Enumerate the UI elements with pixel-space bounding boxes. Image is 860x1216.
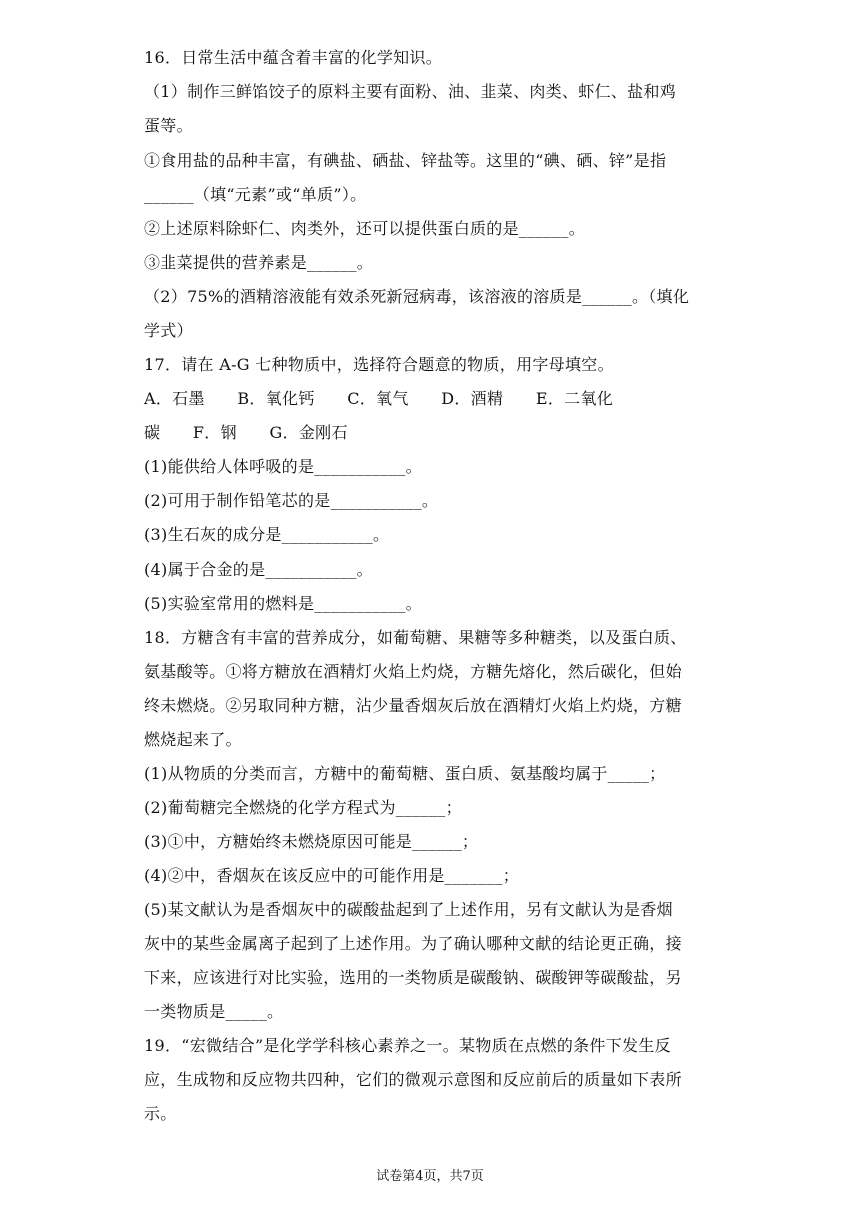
text-line: 蛋等。 [144,116,193,135]
text-line: (5)实验室常用的燃料是___________。 [144,594,422,613]
text-line: (2)葡萄糖完全燃烧的化学方程式为______； [144,798,462,817]
text-line: (3)①中，方糖始终未燃烧原因可能是______； [144,832,479,851]
text-line: (4)属于合金的是___________。 [144,560,373,579]
text-line: 燃烧起来了。 [144,730,242,749]
text-line: ②上述原料除虾仁、肉类外，还可以提供蛋白质的是______。 [144,219,586,238]
text-line: (4)②中，香烟灰在该反应中的可能作用是_______； [144,866,520,885]
text-line: (5)某文献认为是香烟灰中的碳酸盐起到了上述作用，另有文献认为是香烟 [144,900,673,919]
options-line: 碳 F．钢 G．金刚石 [144,423,348,442]
text-line: ③韭菜提供的营养素是______。 [144,253,374,272]
text-line: 氨基酸等。①将方糖放在酒精灯火焰上灼烧，方糖先熔化，然后碳化，但始 [144,662,682,681]
text-line: 终未燃烧。②另取同种方糖，沾少量香烟灰后放在酒精灯火焰上灼烧，方糖 [144,696,682,715]
question-17-title: 17．请在 A-G 七种物质中，选择符合题意的物质，用字母填空。 [144,355,614,374]
text-line: ①食用盐的品种丰富，有碘盐、硒盐、锌盐等。这里的“碘、硒、锌”是指 [144,151,667,170]
question-16-title: 16．日常生活中蕴含着丰富的化学知识。 [144,48,443,67]
text-line: 下来，应该进行对比实验，选用的一类物质是碳酸钠、碳酸钾等碳酸盐，另 [144,968,682,987]
text-line: 学式） [144,321,193,340]
text-line: ______（填“元素”或“单质”）。 [144,185,367,204]
text-line: （2）75%的酒精溶液能有效杀死新冠病毒，该溶液的溶质是______。（填化 [144,287,690,306]
text-line: 示。 [144,1104,177,1123]
text-line: 应，生成物和反应物共四种，它们的微观示意图和反应前后的质量如下表所 [144,1070,682,1089]
question-18-title: 18．方糖含有丰富的营养成分，如葡萄糖、果糖等多种糖类，以及蛋白质、 [144,628,687,647]
text-line: (1)能供给人体呼吸的是___________。 [144,457,422,476]
text-line: (3)生石灰的成分是___________。 [144,525,390,544]
page-footer: 试卷第4页，共7页 [376,1169,484,1184]
text-line: (1)从物质的分类而言，方糖中的葡萄糖、蛋白质、氨基酸均属于_____； [144,764,666,783]
text-line: (2)可用于制作铅笔芯的是___________。 [144,491,439,510]
text-line: 一类物质是_____。 [144,1002,284,1021]
text-line: （1）制作三鲜馅饺子的原料主要有面粉、油、韭菜、肉类、虾仁、盐和鸡 [144,82,677,101]
options-line: A．石墨 B．氧化钙 C．氧气 D．酒精 E．二氧化 [144,389,614,408]
text-line: 灰中的某些金属离子起到了上述作用。为了确认哪种文献的结论更正确，接 [144,934,682,953]
question-19-title: 19．“宏微结合”是化学学科核心素养之一。某物质在点燃的条件下发生反 [144,1036,671,1055]
